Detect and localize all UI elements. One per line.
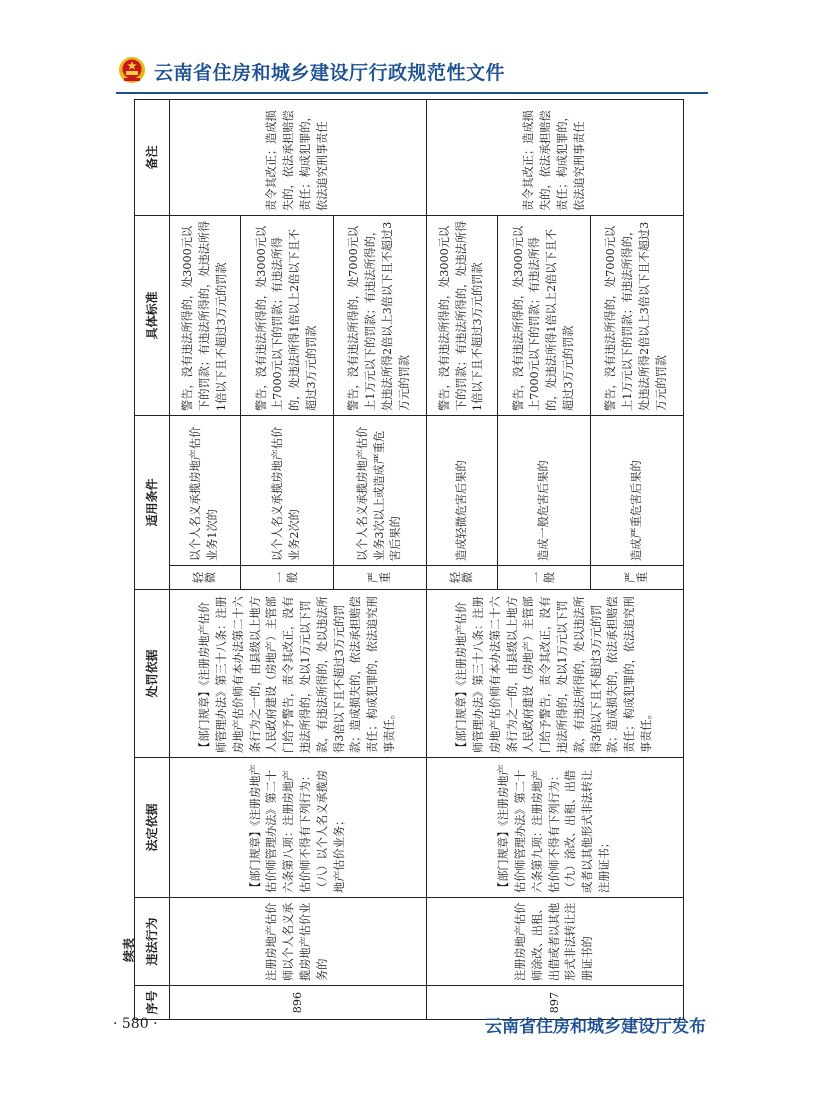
page-title: 云南省住房和城乡建设厅行政规范性文件 [154,62,506,84]
level-cell [170,566,241,590]
condition-cell: 造成轻微危害后果的 [426,415,497,565]
condition-cell: 造成一般危害后果的 [498,415,591,565]
row-law: 【部门规章】《注册房地产估价师管理办法》第二十六条第八项：注册房地产估价师不得有下列行为：（八）以个人名义承揽房地产估价业务； [170,758,427,898]
table-header-row [135,99,170,1019]
level-label: 一般 [273,571,300,584]
level-label: 严重 [366,571,393,584]
table-row [170,99,241,1019]
row-seq: 896 [170,986,427,1020]
header-standard: 具体标准 [135,215,170,415]
condition-cell: 以个人名义承揽房地产估价业务2次的 [241,415,334,565]
level-label: 一般 [530,571,557,584]
header-seq: 序号 [135,986,170,1020]
standard-cell: 警告，没有违法所得的，处7000元以上1万元以下的罚款；有违法所得的，处违法所得2倍以上3倍以下且不超过3万元的罚款 [334,215,427,415]
condition-cell: 造成严重危害后果的 [591,415,684,565]
level-label: 严重 [623,571,650,584]
level-cell [498,566,591,590]
level-label: 轻微 [448,571,475,584]
level-cell [426,566,497,590]
standard-cell: 警告，没有违法所得的，处3000元以上7000元以下的罚款；有违法所得的，处违法所得1倍以上2倍以下且不超过3万元的罚款 [498,215,591,415]
row-law: 【部门规章】《注册房地产估价师管理办法》第二十六条第九项：注册房地产估价师不得有下列行为：（九）涂改、出租、出借或者以其他形式非法转让注册证书； [426,758,683,898]
row-note: 责令其改正；造成损失的，依法承担赔偿责任；构成犯罪的，依法追究刑事责任 [170,99,427,215]
row-note: 责令其改正；造成损失的，依法承担赔偿责任；构成犯罪的，依法追究刑事责任 [426,99,683,215]
continued-label: 续表 [122,937,136,962]
header-note: 备注 [135,99,170,215]
page-number: · 580 · [113,1016,158,1032]
standard-cell: 警告，没有违法所得的，处3000元以下的罚款；有违法所得的，处违法所得1倍以下且不超过3万元的罚款 [170,215,241,415]
penalty-table [134,99,684,1020]
level-label: 轻微 [191,571,218,584]
standard-cell: 警告，没有违法所得的，处3000元以上7000元以下的罚款；有违法所得的，处违法所得1倍以上2倍以下且不超过3万元的罚款 [241,215,334,415]
row-act: 注册房地产估价师涂改、出租、出借或者以其他形式非法转让注册证书的 [426,898,683,986]
header-divider [116,92,708,94]
row-seq: 897 [426,986,683,1020]
row-penalty: 【部门规章】《注册房地产估价师管理办法》第三十八条：注册房地产估价师有本办法第二十六条行为之一的，由县级以上地方人民政府建设（房地产）主管部门给予警告，责令其改正，没有违法所得的，处以1万元以下罚款，有违法所得的，处以违法所得3倍以下且不超过3万元的罚款；造成损失的，依法承担赔偿责任；构成犯罪的，依法追究刑事责任。 [426,590,683,758]
header-act: 违法行为 [135,898,170,986]
condition-cell: 以个人名义承揽房地产估价业务3次以上或造成严重危害后果的 [334,415,427,565]
table-row [426,99,497,1019]
row-act: 注册房地产估价师以个人名义承揽房地产估价业务的 [170,898,427,986]
level-cell [334,566,427,590]
row-penalty: 【部门规章】《注册房地产估价师管理办法》第三十八条：注册房地产估价师有本办法第二十六条行为之一的，由县级以上地方人民政府建设（房地产）主管部门给予警告，责令其改正，没有违法所得的，处以1万元以下罚款，有违法所得的，处以违法所得3倍以下且不超过3万元的罚款；造成损失的，依法承担赔偿责任；构成犯罪的，依法追究刑事责任。 [170,590,427,758]
national-emblem-icon [118,56,146,84]
standard-cell: 警告，没有违法所得的，处3000元以下的罚款；有违法所得的，处违法所得1倍以下且不超过3万元的罚款 [426,215,497,415]
penalty-table-container [134,100,684,1020]
condition-cell: 以个人名义承揽房地产估价业务1次的 [170,415,241,565]
level-cell [591,566,684,590]
page-header [0,52,816,98]
level-cell [241,566,334,590]
header-law: 法定依据 [135,758,170,898]
publisher-label: 云南省住房和城乡建设厅发布 [485,1017,706,1037]
header-condition: 适用条件 [135,415,170,589]
header-penalty: 处罚依据 [135,590,170,758]
standard-cell: 警告，没有违法所得的，处7000元以上1万元以下的罚款；有违法所得的，处违法所得2倍以上3倍以下且不超过3万元的罚款 [591,215,684,415]
